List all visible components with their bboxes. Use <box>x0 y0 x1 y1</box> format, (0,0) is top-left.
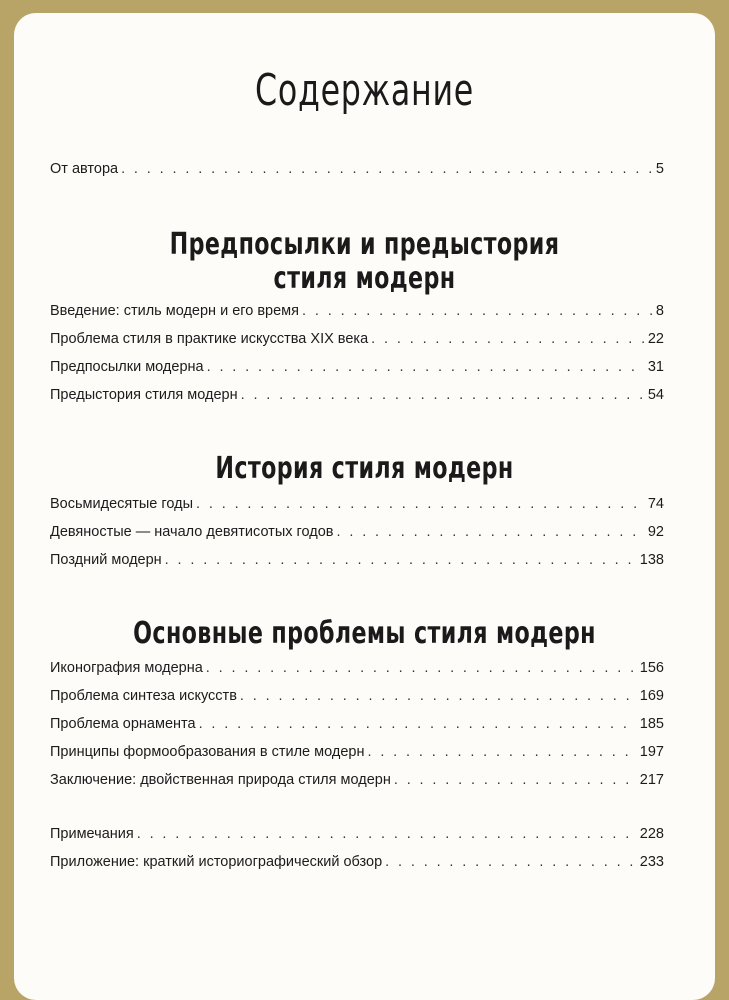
toc-leader-dots <box>371 329 645 349</box>
toc-leader-dots <box>206 658 637 678</box>
toc-leader-dots <box>207 357 645 377</box>
toc-entry-page: 31 <box>647 359 664 375</box>
toc-entry[interactable] <box>50 686 664 706</box>
toc-leader-dots <box>336 522 644 542</box>
toc-entry[interactable] <box>50 357 664 377</box>
toc-entry-title: Предпосылки модерна <box>50 359 204 375</box>
toc-entry[interactable] <box>50 494 664 514</box>
toc-entry[interactable] <box>50 159 664 179</box>
toc-entry-page: 54 <box>647 387 664 403</box>
toc-leader-dots <box>121 159 653 179</box>
section-title-line: История стиля модерн <box>215 451 514 486</box>
toc-entry-page: 8 <box>655 303 664 319</box>
toc-entry-title: От автора <box>50 161 119 177</box>
toc-entry-page: 156 <box>639 660 664 676</box>
toc-entry[interactable] <box>50 714 664 734</box>
toc-entry-page: 228 <box>639 826 664 842</box>
page-title: Содержание <box>255 65 474 116</box>
toc-entry[interactable] <box>50 329 664 349</box>
toc-entry[interactable] <box>50 742 664 762</box>
toc-entry[interactable] <box>50 385 664 405</box>
toc-leader-dots <box>367 742 636 762</box>
toc-entry-page: 233 <box>639 854 664 870</box>
toc-entry-page: 92 <box>647 524 664 540</box>
section-title-line: Предпосылки и предыстория <box>169 227 560 262</box>
toc-entry-page: 169 <box>639 688 664 704</box>
toc-entry-page: 185 <box>639 716 664 732</box>
toc-entry[interactable] <box>50 550 664 570</box>
toc-entry[interactable] <box>50 852 664 872</box>
toc-entry-page: 22 <box>647 331 664 347</box>
toc-leader-dots <box>240 686 637 706</box>
toc-leader-dots <box>165 550 637 570</box>
toc-entry-title: Проблема синтеза искусств <box>50 688 237 704</box>
toc-entry-title: Девяностые — начало девятисотых годов <box>50 524 334 540</box>
toc-leader-dots <box>199 714 637 734</box>
section-title-line: стиля модерн <box>273 261 456 296</box>
toc-entry-title: Приложение: краткий историографический обзор <box>50 854 383 870</box>
toc-entry-title: Введение: стиль модерн и его время <box>50 303 299 319</box>
toc-entry-page: 74 <box>647 496 664 512</box>
contents-page <box>14 13 715 1000</box>
toc-entry-title: Принципы формообразования в стиле модерн <box>50 744 365 760</box>
toc-leader-dots <box>385 852 637 872</box>
toc-entry-title: Заключение: двойственная природа стиля модерн <box>50 772 391 788</box>
toc-entry-page: 138 <box>639 552 664 568</box>
toc-entry[interactable] <box>50 301 664 321</box>
toc-leader-dots <box>137 824 637 844</box>
toc-leader-dots <box>302 301 653 321</box>
toc-entry-page: 197 <box>639 744 664 760</box>
toc-entry[interactable] <box>50 824 664 844</box>
toc-entry-title: Проблема стиля в практике искусства XIX века <box>50 331 369 347</box>
toc-entry-page: 217 <box>639 772 664 788</box>
toc-leader-dots <box>196 494 645 514</box>
toc-leader-dots <box>241 385 645 405</box>
toc-entry-page: 5 <box>655 161 664 177</box>
toc-entry-title: Иконография модерна <box>50 660 203 676</box>
toc-entry-title: Восьмидесятые годы <box>50 496 193 512</box>
toc-entry-title: Примечания <box>50 826 134 842</box>
toc-entry-title: Проблема орнамента <box>50 716 196 732</box>
toc-entry[interactable] <box>50 658 664 678</box>
section-title-line: Основные проблемы стиля модерн <box>133 616 596 651</box>
toc-entry-title: Предыстория стиля модерн <box>50 387 238 403</box>
toc-entry-title: Поздний модерн <box>50 552 162 568</box>
toc-entry[interactable] <box>50 770 664 790</box>
toc-leader-dots <box>394 770 637 790</box>
toc-entry[interactable] <box>50 522 664 542</box>
